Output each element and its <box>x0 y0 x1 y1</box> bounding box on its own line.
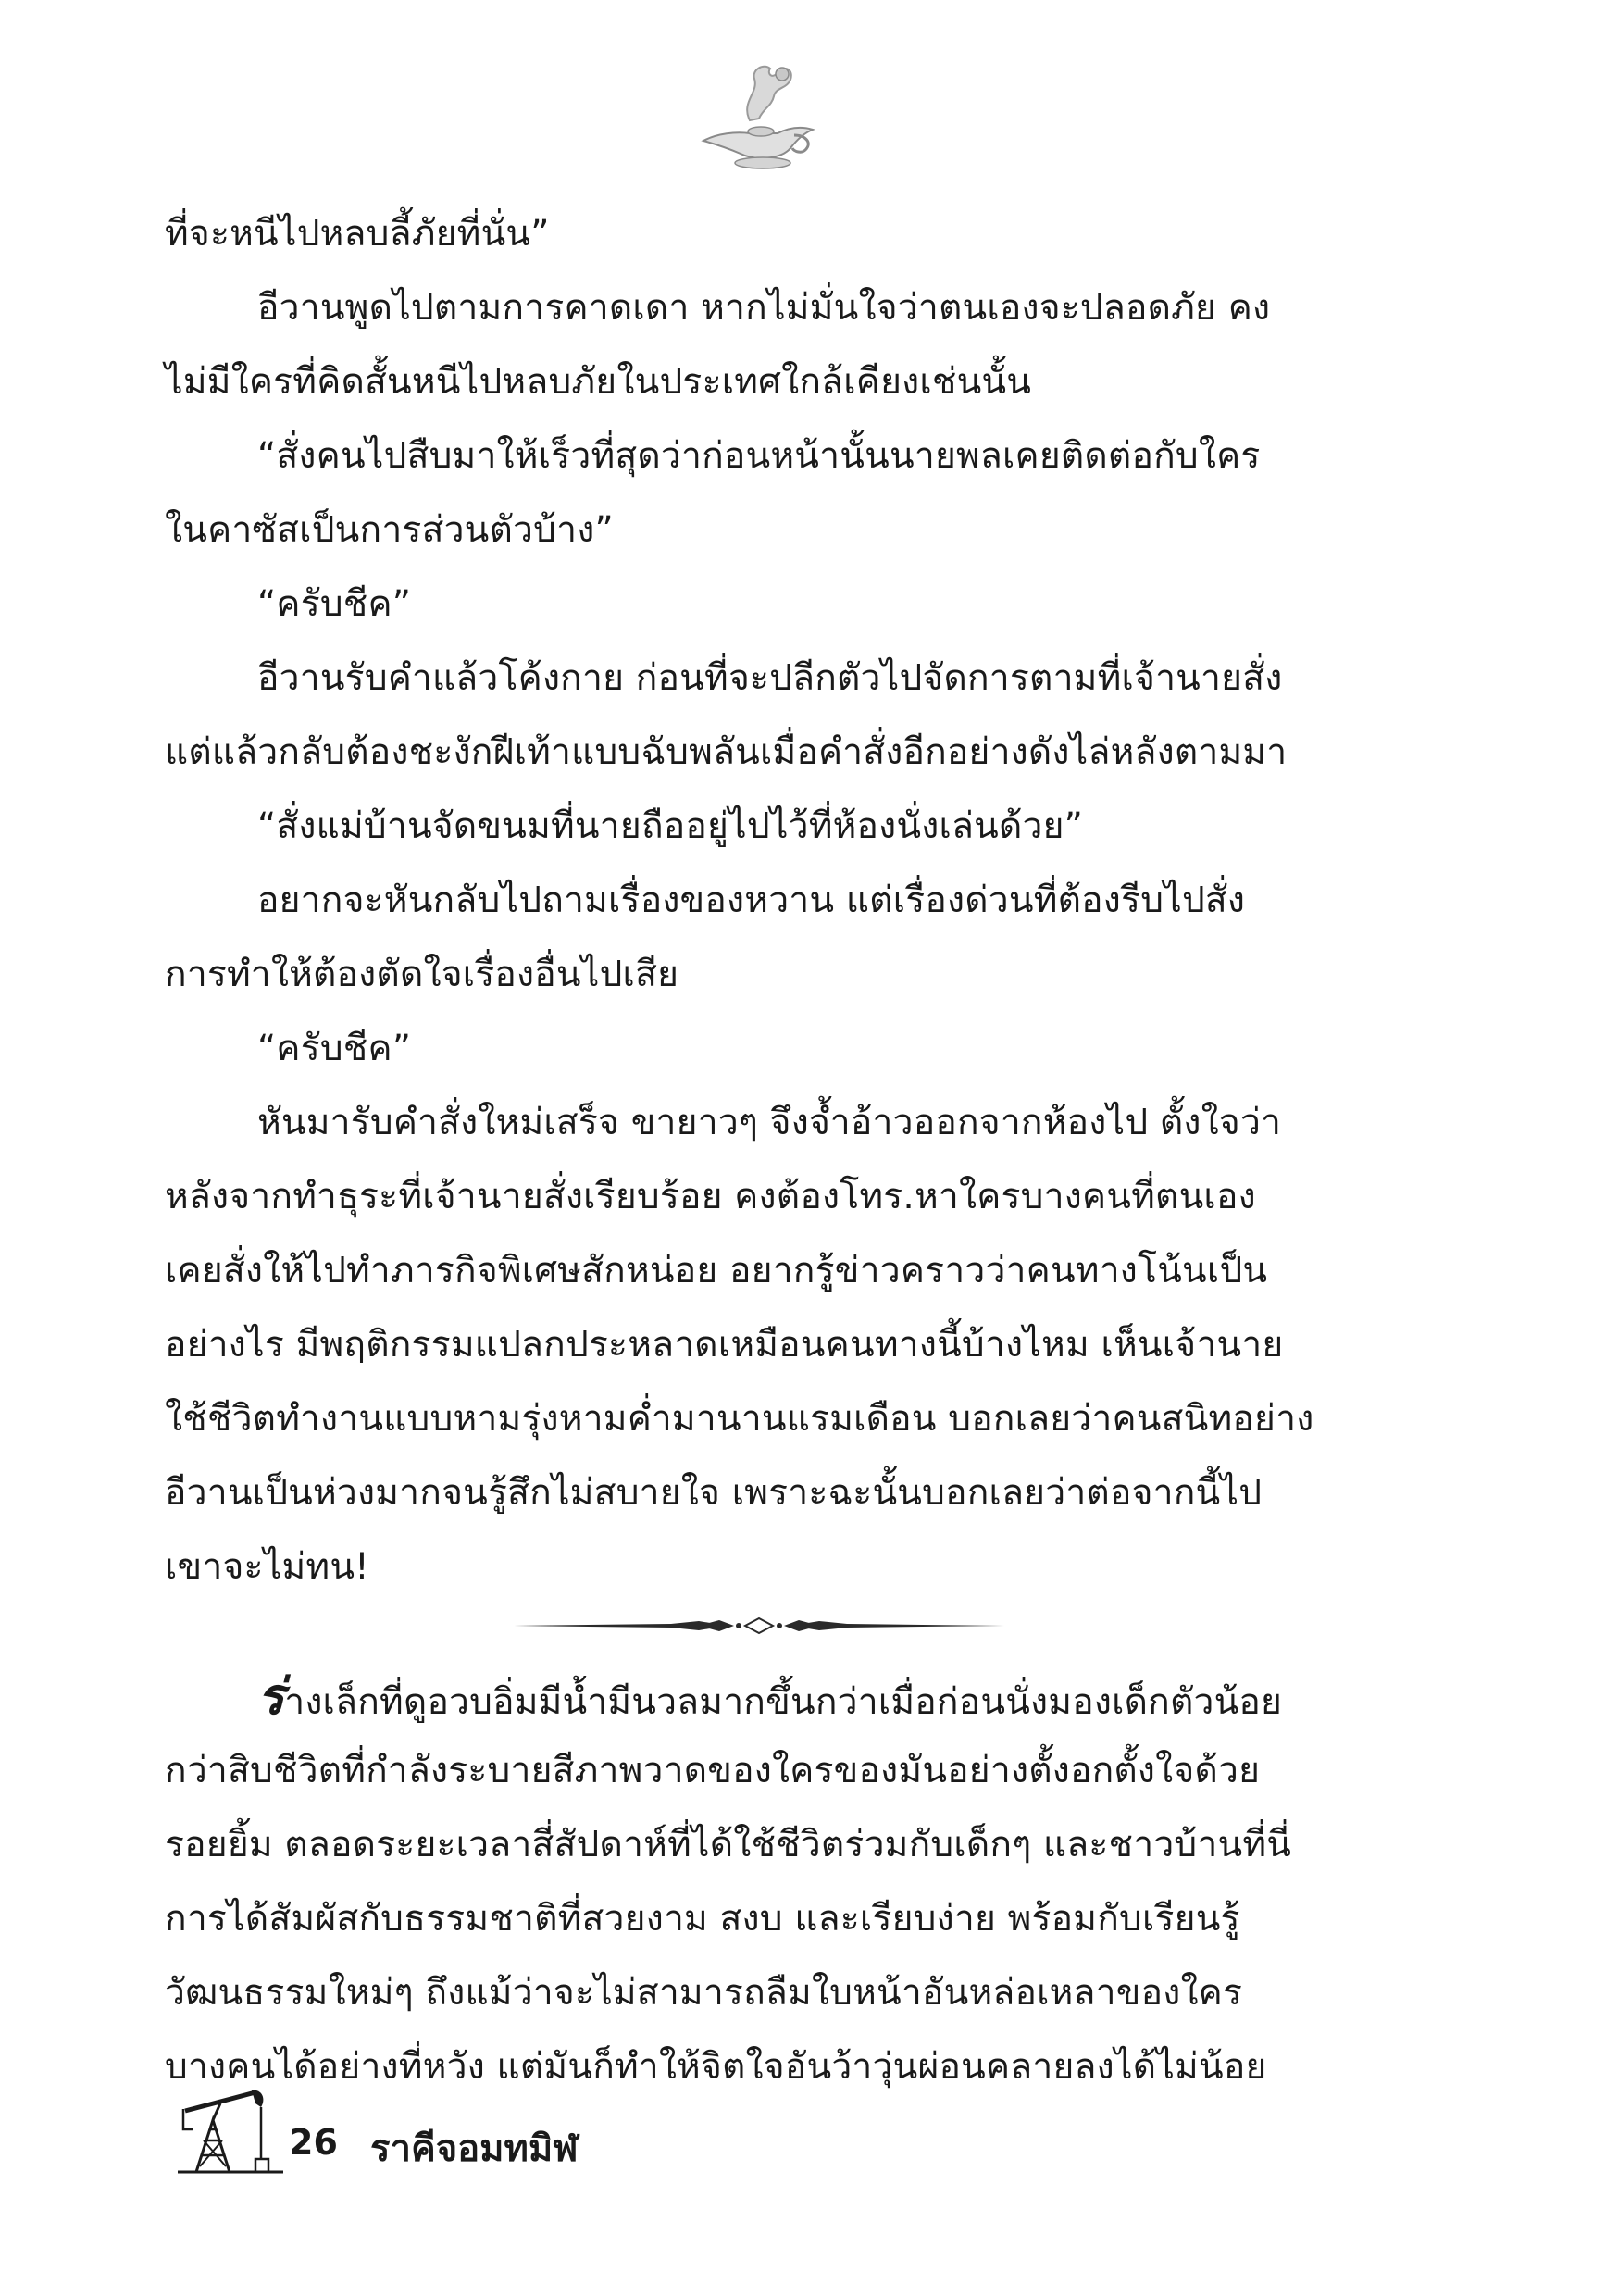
text-line: อย่างไร มีพฤติกรรมแปลกประหลาดเหมือนคนทางนี้บ้างไหม เห็นเจ้านาย <box>165 1324 1284 1366</box>
text-line: หลังจากทำธุระที่เจ้านายสั่งเรียบร้อย คงต้องโทร.หาใครบางคนที่ตนเอง <box>165 1176 1256 1217</box>
dropcap: ร่ <box>257 1667 285 1726</box>
book-title: ราคีจอมทมิฬ <box>370 2128 579 2170</box>
text-line: การทำให้ต้องตัดใจเรื่องอื่นไปเสีย <box>165 954 679 995</box>
text-line: ใช้ชีวิตทำงานแบบหามรุ่งหามค่ำมานานแรมเดือน บอกเลยว่าคนสนิทอย่าง <box>165 1398 1314 1440</box>
text-line: แต่แล้วกลับต้องชะงักฝีเท้าแบบฉับพลันเมื่อคำสั่งอีกอย่างดังไล่หลังตามมา <box>165 731 1288 773</box>
text-line-with-dropcap <box>257 1667 1283 1728</box>
oil-derrick-icon <box>176 2083 285 2176</box>
text-line: หันมารับคำสั่งใหม่เสร็จ ขายาวๆ จึงจ้ำอ้าวออกจากห้องไป ตั้งใจว่า <box>257 1102 1282 1143</box>
genie-lamp-icon <box>685 56 824 176</box>
page-number: 26 <box>289 2122 338 2163</box>
text-line: างเล็กที่ดูอวบอิ่มมีน้ำมีนวลมากขึ้นกว่าเมื่อก่อนนั่งมองเด็กตัวน้อย <box>284 1681 1283 1723</box>
text-line: ในคาซัสเป็นการส่วนตัวบ้าง” <box>165 509 614 551</box>
text-line: กว่าสิบชีวิตที่กำลังระบายสีภาพวาดของใครของมันอย่างตั้งอกตั้งใจด้วย <box>165 1750 1261 1791</box>
text-line: บางคนได้อย่างที่หวัง แต่มันก็ทำให้จิตใจอันว้าวุ่นผ่อนคลายลงได้ไม่น้อย <box>165 2046 1267 2088</box>
text-line: “ครับชีค” <box>257 583 412 625</box>
page-footer <box>176 2083 916 2176</box>
text-line: วัฒนธรรมใหม่ๆ ถึงแม้ว่าจะไม่สามารถลืมใบหน้าอันหล่อเหลาของใคร <box>165 1972 1243 2014</box>
text-line: “ครับชีค” <box>257 1028 412 1069</box>
text-line: รอยยิ้ม ตลอดระยะเวลาสี่สัปดาห์ที่ได้ใช้ชีวิตร่วมกับเด็กๆ และชาวบ้านที่นี่ <box>165 1824 1292 1866</box>
text-line: อีวานพูดไปตามการคาดเดา หากไม่มั่นใจว่าตนเองจะปลอดภัย คง <box>257 287 1271 329</box>
text-line: อีวานเป็นห่วงมากจนรู้สึกไม่สบายใจ เพราะฉะนั้นบอกเลยว่าต่อจากนี้ไป <box>165 1472 1263 1514</box>
text-line: ที่จะหนีไปหลบลี้ภัยที่นั่น” <box>165 213 550 255</box>
text-line: ไม่มีใครที่คิดสั้นหนีไปหลบภัยในประเทศใกล้เคียงเช่นนั้น <box>165 361 1032 403</box>
text-line: อยากจะหันกลับไปถามเรื่องของหวาน แต่เรื่องด่วนที่ต้องรีบไปสั่ง <box>257 880 1246 921</box>
text-line: เขาจะไม่ทน! <box>165 1546 370 1588</box>
text-line: “สั่งแม่บ้านจัดขนมที่นายถืออยู่ไปไว้ที่ห้องนั่งเล่นด้วย” <box>257 805 1084 847</box>
text-line: การได้สัมผัสกับธรรมชาติที่สวยงาม สงบ และเรียบง่าย พร้อมกับเรียนรู้ <box>165 1898 1240 1940</box>
text-line: อีวานรับคำแล้วโค้งกาย ก่อนที่จะปลีกตัวไปจัดการตามที่เจ้านายสั่ง <box>257 657 1283 699</box>
text-line: “สั่งคนไปสืบมาให้เร็วที่สุดว่าก่อนหน้านั้นนายพลเคยติดต่อกับใคร <box>257 435 1261 477</box>
text-line: เคยสั่งให้ไปทำภารกิจพิเศษสักหน่อย อยากรู้ข่าวคราวว่าคนทางโน้นเป็น <box>165 1250 1268 1292</box>
scroll-divider-ornament <box>514 1613 1004 1639</box>
